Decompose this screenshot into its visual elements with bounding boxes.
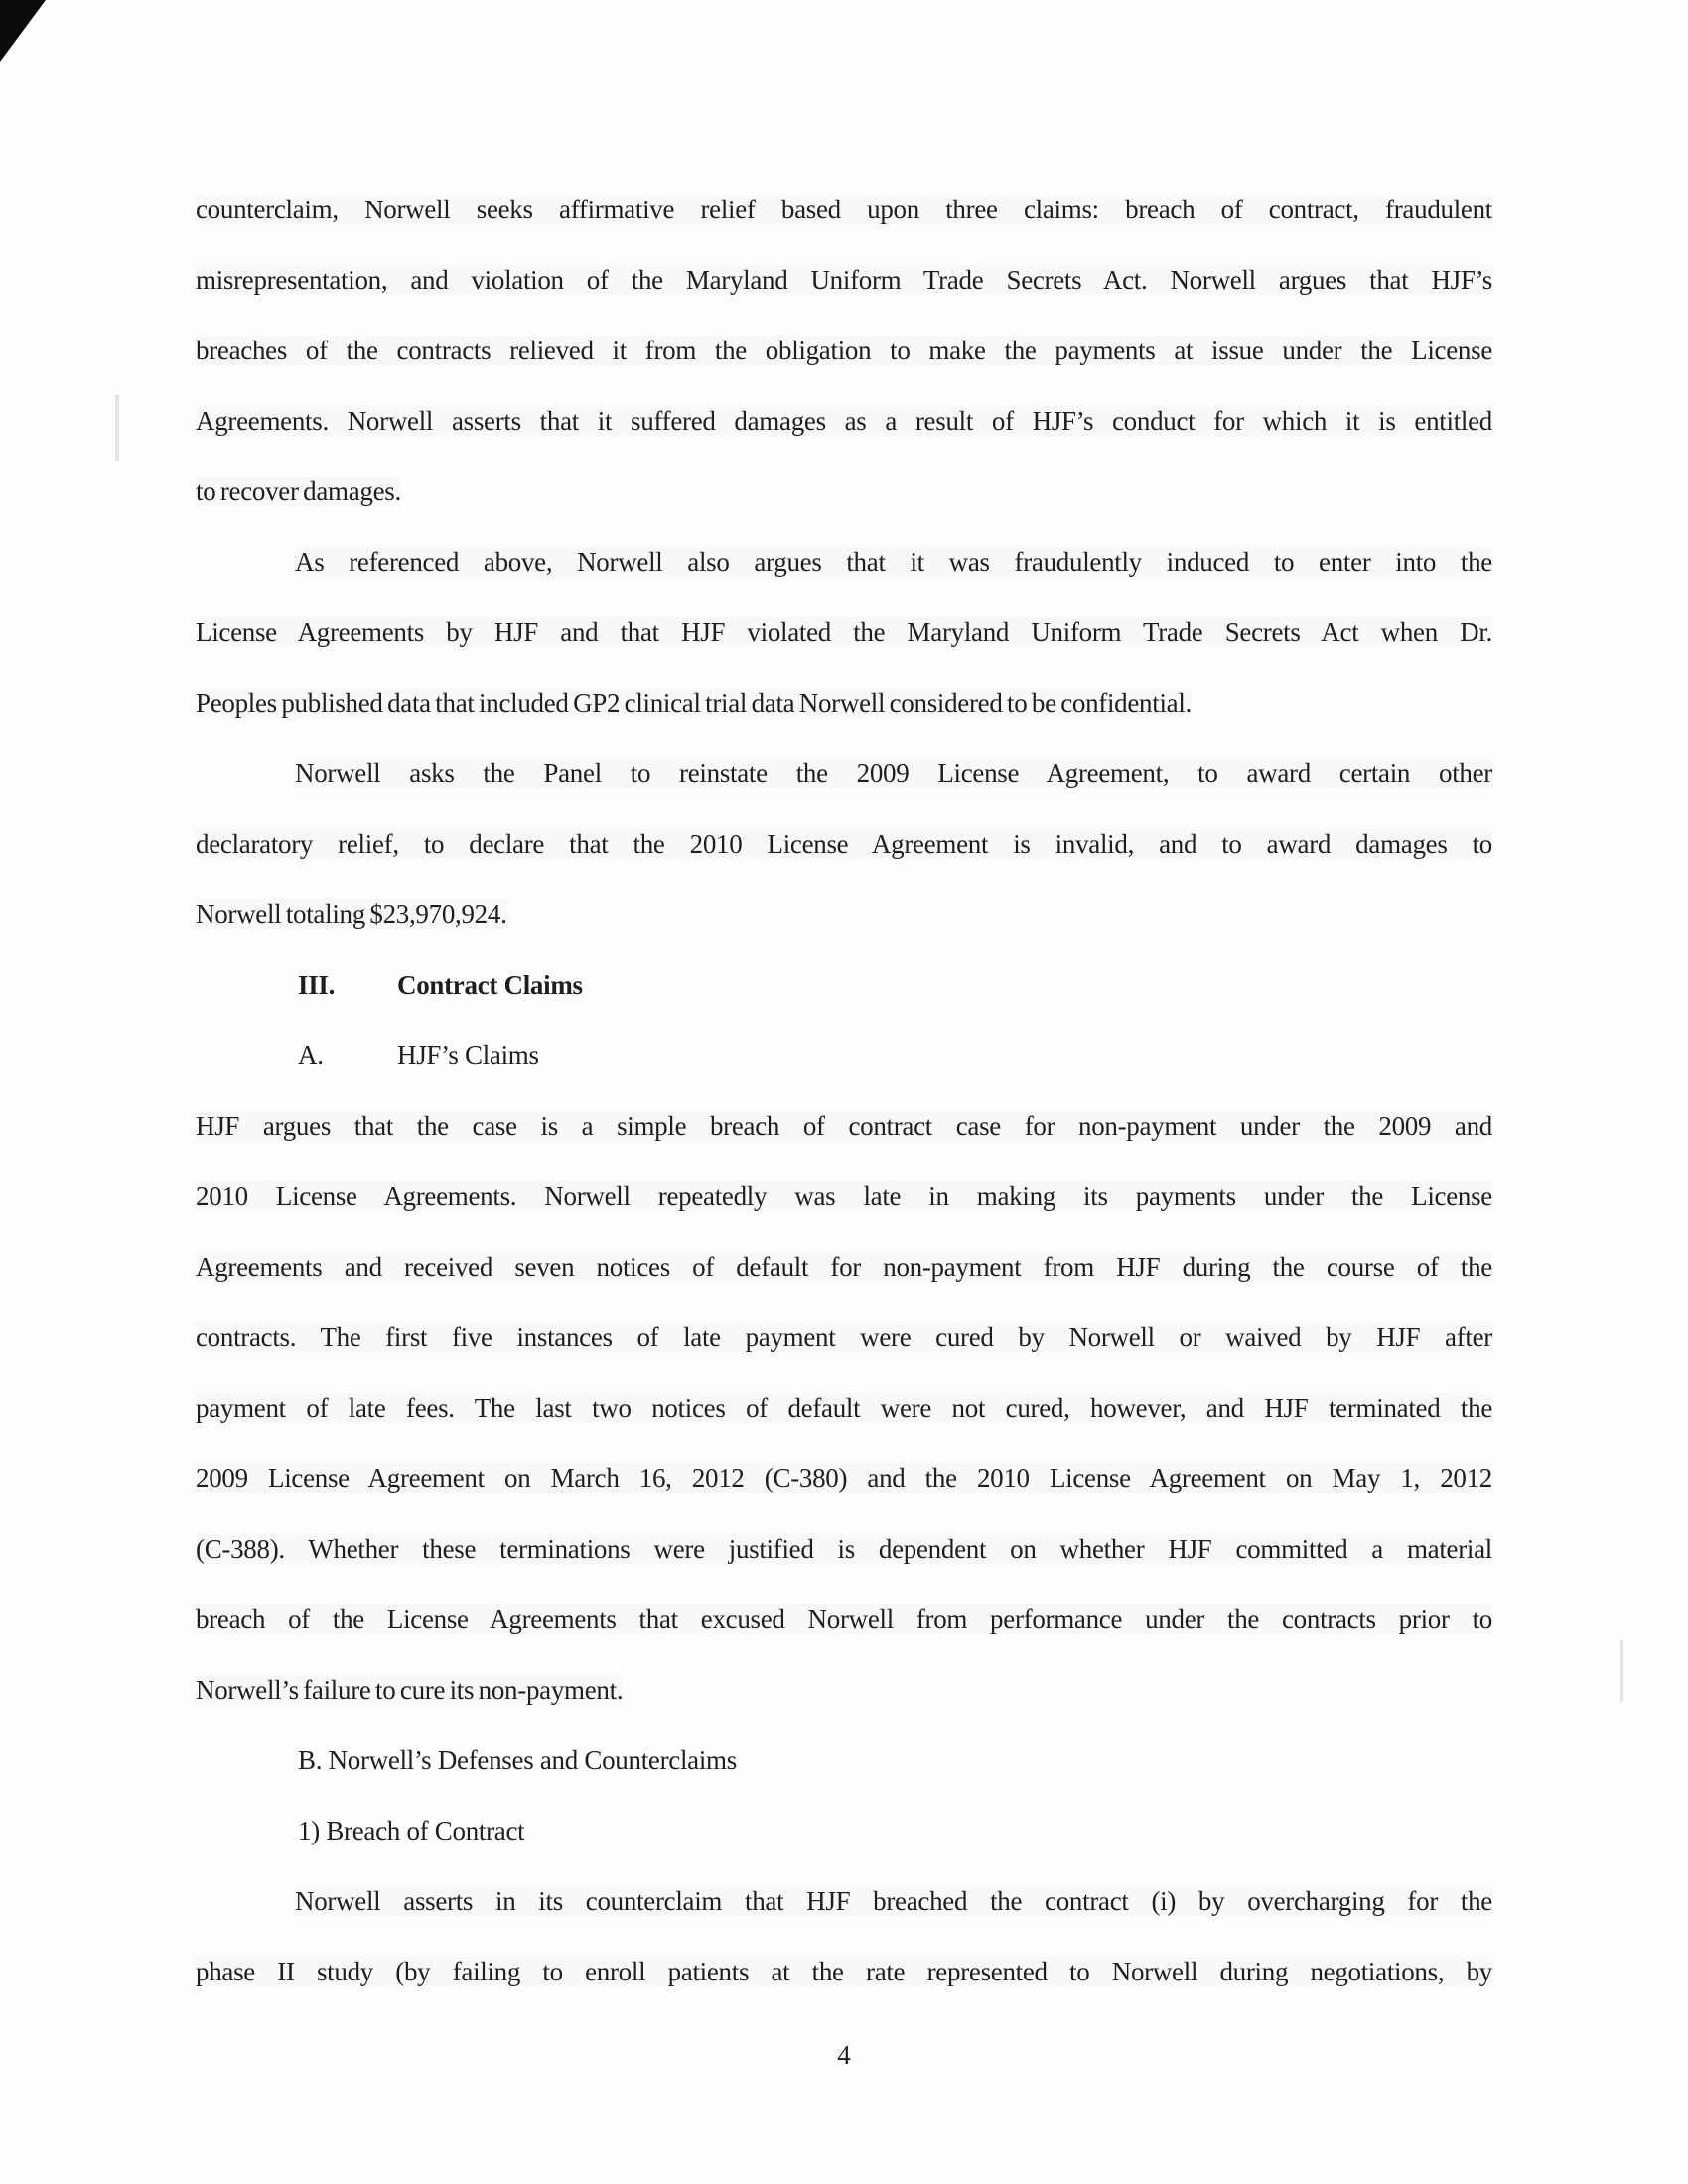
document-line xyxy=(196,1937,1492,2007)
line-text: Norwell’s failure to cure its non-payment. xyxy=(196,1675,624,1705)
scan-smudge-artifact xyxy=(1620,1640,1623,1702)
document-line xyxy=(196,1514,1492,1584)
subsection-heading-hjf-claims xyxy=(298,1021,1492,1091)
page-number: 4 xyxy=(837,2040,851,2070)
document-line xyxy=(196,1584,1492,1655)
document-line xyxy=(196,1302,1492,1373)
section-title: Contract Claims xyxy=(397,970,583,1000)
document-line xyxy=(196,1091,1492,1161)
document-line xyxy=(196,1161,1492,1232)
line-text: Norwell asks the Panel to reinstate the 2009 License Agreement, to award certain other xyxy=(295,758,1492,788)
section-heading-contract-claims xyxy=(298,950,1492,1021)
line-text: contracts. The first five instances of late payment were cured by Norwell or waived by HJF after xyxy=(196,1322,1492,1352)
subsection-number: A. xyxy=(298,1040,324,1070)
document-line xyxy=(196,457,1492,527)
document-line xyxy=(196,1232,1492,1302)
line-text: (C-388). Whether these terminations were justified is dependent on whether HJF committed a material xyxy=(196,1534,1492,1564)
section-number: III. xyxy=(298,970,336,1000)
subsection-heading-breach-of-contract xyxy=(298,1796,1492,1866)
line-text: counterclaim, Norwell seeks affirmative relief based upon three claims: breach of contract, fraudulent xyxy=(196,195,1492,224)
subsection-heading-norwell-defenses xyxy=(298,1725,1492,1796)
subsection-title: 1) Breach of Contract xyxy=(298,1816,525,1845)
document-line xyxy=(196,598,1492,668)
document-line xyxy=(196,668,1492,739)
line-text: declaratory relief, to declare that the 2010 License Agreement is invalid, and to award damages to xyxy=(196,829,1492,859)
line-text: Agreements and received seven notices of default for non-payment from HJF during the course of the xyxy=(196,1252,1492,1282)
line-text: As referenced above, Norwell also argues that it was fraudulently induced to enter into the xyxy=(295,547,1492,577)
subsection-title: HJF’s Claims xyxy=(397,1040,539,1070)
document-body xyxy=(196,175,1492,2007)
document-line xyxy=(196,1655,1492,1725)
document-line xyxy=(196,527,1492,598)
document-line xyxy=(196,739,1492,809)
document-line xyxy=(196,1373,1492,1443)
document-line xyxy=(196,386,1492,457)
subsection-title: B. Norwell’s Defenses and Counterclaims xyxy=(298,1745,737,1775)
document-line xyxy=(196,316,1492,386)
line-text: breaches of the contracts relieved it from the obligation to make the payments at issue under the License xyxy=(196,336,1492,365)
scan-smudge-artifact xyxy=(115,395,119,461)
line-text: Agreements. Norwell asserts that it suffered damages as a result of HJF’s conduct for which it is entitled xyxy=(196,406,1492,436)
document-line xyxy=(196,809,1492,880)
line-text: to recover damages. xyxy=(196,477,401,506)
line-text: HJF argues that the case is a simple breach of contract case for non-payment under the 2009 and xyxy=(196,1111,1492,1141)
document-line xyxy=(196,880,1492,950)
scan-corner-artifact xyxy=(0,0,46,62)
line-text: payment of late fees. The last two notices of default were not cured, however, and HJF terminated the xyxy=(196,1393,1492,1423)
line-text: License Agreements by HJF and that HJF violated the Maryland Uniform Trade Secrets Act when Dr. xyxy=(196,617,1492,647)
line-text: Peoples published data that included GP2 clinical trial data Norwell considered to be confidential. xyxy=(196,688,1192,718)
line-text: Norwell totaling $23,970,924. xyxy=(196,899,507,929)
line-text: phase II study (by failing to enroll patients at the rate represented to Norwell during negotiations, by xyxy=(196,1957,1492,1986)
document-line xyxy=(196,1443,1492,1514)
line-text: misrepresentation, and violation of the Maryland Uniform Trade Secrets Act. Norwell argues that HJF’s xyxy=(196,265,1492,295)
line-text: 2010 License Agreements. Norwell repeatedly was late in making its payments under the License xyxy=(196,1181,1492,1211)
document-line xyxy=(196,175,1492,245)
document-line xyxy=(196,1866,1492,1937)
document-line xyxy=(196,245,1492,316)
line-text: breach of the License Agreements that excused Norwell from performance under the contracts prior to xyxy=(196,1604,1492,1634)
line-text: 2009 License Agreement on March 16, 2012 (C-380) and the 2010 License Agreement on May 1, 2012 xyxy=(196,1463,1492,1493)
line-text: Norwell asserts in its counterclaim that HJF breached the contract (i) by overcharging for the xyxy=(295,1886,1492,1916)
